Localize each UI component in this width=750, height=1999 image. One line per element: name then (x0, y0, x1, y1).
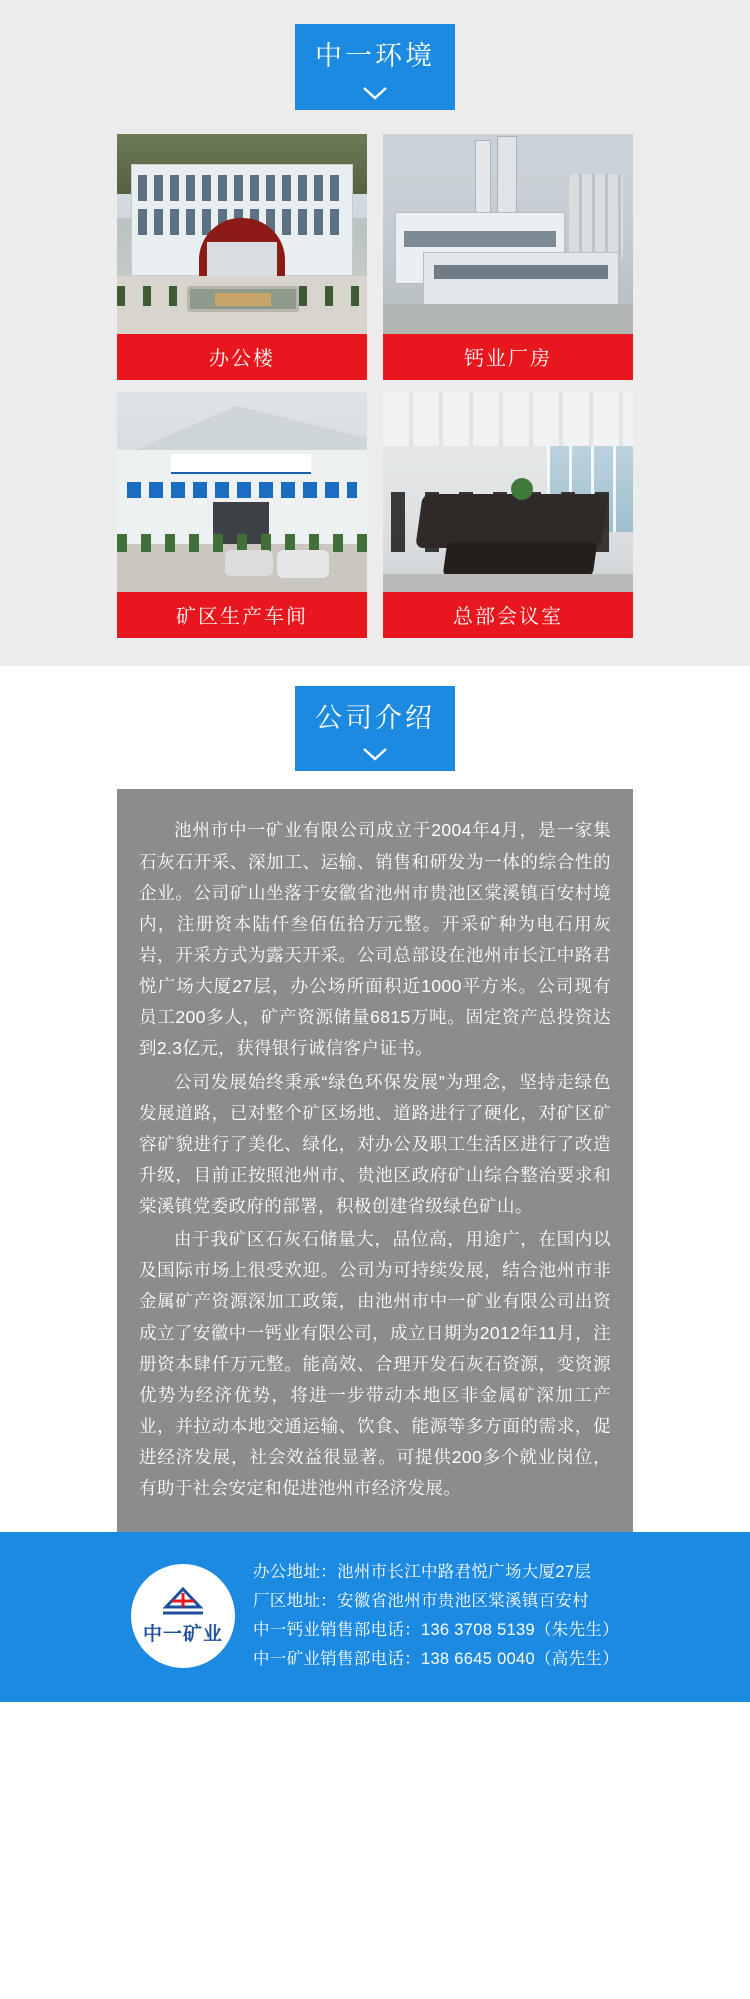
mine-workshop-photo (117, 392, 367, 592)
gallery-card-caption: 矿区生产车间 (117, 592, 367, 638)
gallery-title: 中一环境 (315, 41, 435, 71)
calcium-plant-photo (383, 134, 633, 334)
mountain-mark-icon (160, 1587, 206, 1617)
intro-text-block (117, 789, 633, 1532)
intro-header (0, 680, 750, 772)
gallery-card[interactable] (117, 134, 367, 380)
company-intro-section (0, 666, 750, 1533)
gallery-card[interactable] (383, 134, 633, 380)
office-building-photo (117, 134, 367, 334)
intro-paragraph: 公司发展始终秉承“绿色环保发展”为理念，坚持走绿色发展道路，已对整个矿区场地、道路进行了硬化，对矿区矿容矿貌进行了美化、绿化，对办公及职工生活区进行了改造升级，目前正按照池州市、贵池区政府矿山综合整治要求和棠溪镇党委政府的部署，积极创建省级绿色矿山。 (139, 1071, 611, 1217)
gallery-title-box (295, 24, 455, 110)
chevron-down-icon (362, 86, 388, 100)
footer-contact-bar (0, 1532, 750, 1702)
gallery-section (0, 0, 750, 666)
contact-line-office-address: 办公地址：池州市长江中路君悦广场大厦27层 (252, 1563, 592, 1582)
contact-line-plant-address: 厂区地址：安徽省池州市贵池区棠溪镇百安村 (252, 1592, 589, 1611)
gallery-card-caption: 总部会议室 (383, 592, 633, 638)
contact-info-list (253, 1558, 619, 1674)
gallery-card-caption: 办公楼 (117, 334, 367, 380)
gallery-grid (117, 134, 633, 638)
company-logo (131, 1564, 235, 1668)
intro-title-box (295, 686, 455, 772)
intro-paragraph: 池州市中一矿业有限公司成立于2004年4月，是一家集石灰石开采、深加工、运输、销售和研发为一体的综合性的企业。公司矿山坐落于安徽省池州市贵池区棠溪镇百安村境内，注册资本陆仟叁佰伍拾万元整。开采矿种为电石用灰岩，开采方式为露天开采。公司总部设在池州市长江中路君悦广场大厦27层，办公场所面积近1000平方米。公司现有员工200多人，矿产资源储量6815万吨。固定资产总投资达到2.3亿元，获得银行诚信客户证书。 (139, 820, 611, 1059)
gallery-header (0, 18, 750, 110)
gallery-card-caption: 钙业厂房 (383, 334, 633, 380)
chevron-down-icon (362, 747, 388, 761)
contact-line-calcium-sales-phone[interactable]: 中一钙业销售部电话：136 3708 5139（朱先生） (252, 1621, 619, 1640)
headquarters-meeting-room-photo (383, 392, 633, 592)
gallery-card[interactable] (383, 392, 633, 638)
gallery-card[interactable] (117, 392, 367, 638)
company-logo-text: 中一矿业 (142, 1623, 223, 1645)
intro-title: 公司介绍 (315, 702, 435, 733)
intro-paragraph: 由于我矿区石灰石储量大，品位高，用途广，在国内以及国际市场上很受欢迎。公司为可持续发展，结合池州市非金属矿产资源深加工政策，由池州市中一矿业有限公司出资成立了安徽中一钙业有限公司，成立日期为2012年11月，注册资本肆仟万元整。能高效、合理开发石灰石资源，变资源优势为经济优势，将进一步带动本地区非金属矿深加工产业，并拉动本地交通运输、饮食、能源等多方面的需求，促进经济发展，社会效益很显著。可提供200多个就业岗位，有助于社会安定和促进池州市经济发展。 (139, 1229, 611, 1499)
contact-line-mining-sales-phone[interactable]: 中一矿业销售部电话：138 6645 0040（高先生） (252, 1650, 619, 1669)
